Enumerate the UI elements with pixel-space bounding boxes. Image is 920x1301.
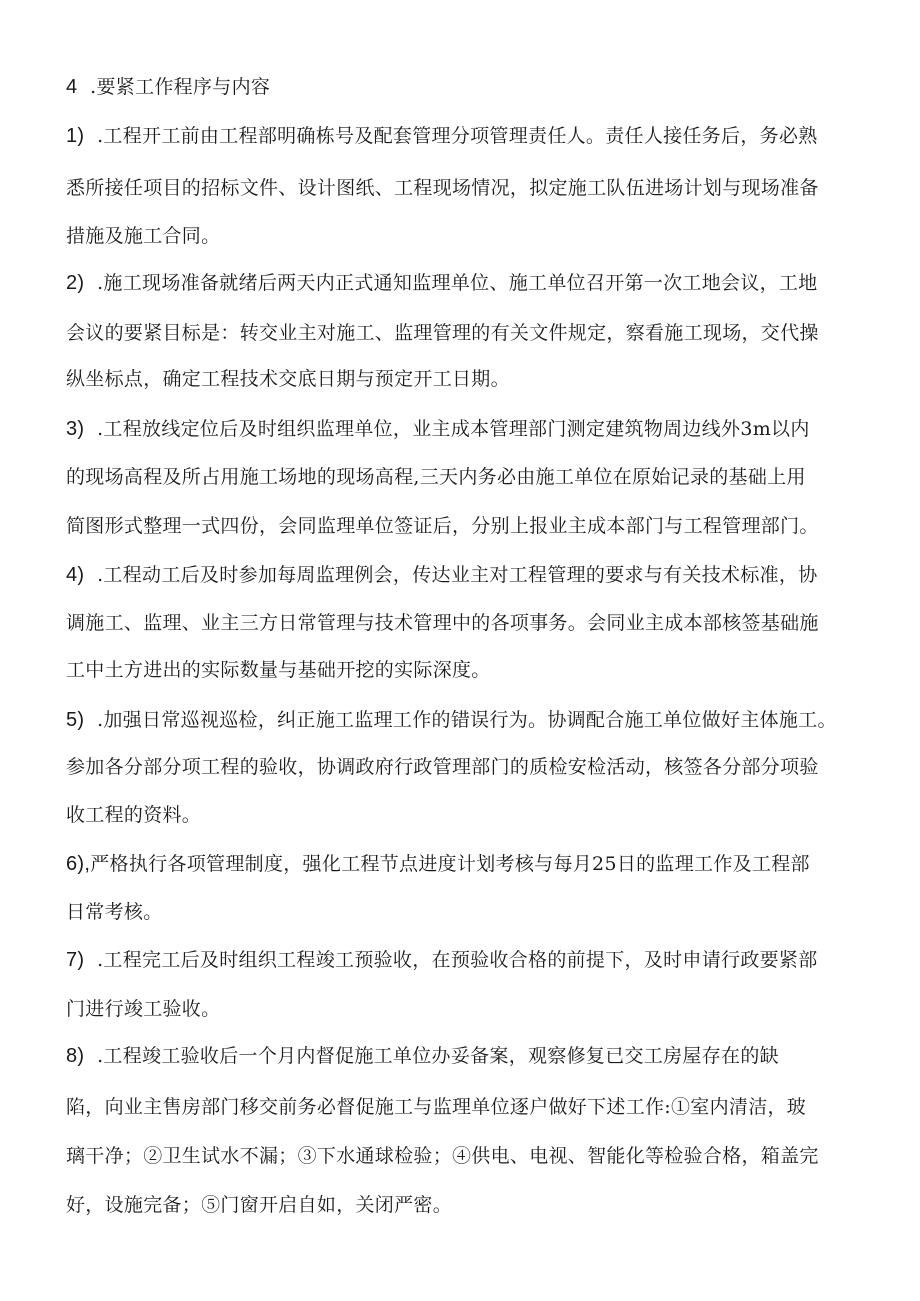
item-6-line-2: 日常考核。 xyxy=(66,901,163,923)
item-3-number: 3) xyxy=(66,418,85,440)
item-5-line-3: 收工程的资料。 xyxy=(66,804,202,826)
item-1-text: .工程开工前由工程部明确栋号及配套管理分项管理责任人。责任人接任务后，务必熟 xyxy=(97,125,818,147)
item-8-line-2: 陷，向业主售房部门移交前务必督促施工与监理单位逐户做好下述工作:①室内清洁，玻 xyxy=(66,1096,807,1118)
item-7-line-1 xyxy=(66,948,866,972)
item-7-text: .工程完工后及时组织工程竣工预验收，在预验收合格的前提下，及时申请行政要紧部 xyxy=(97,949,818,971)
item-2-line-3: 纵坐标点，确定工程技术交底日期与预定开工日期。 xyxy=(66,368,510,390)
item-8-line-4: 好，设施完备；⑤门窗开启自如，关闭严密。 xyxy=(66,1194,453,1216)
item-5-number: 5) xyxy=(66,709,85,731)
item-5-text: .加强日常巡视巡检，纠正施工监理工作的错误行为。协调配合施工单位做好主体施工。 xyxy=(97,709,837,731)
item-1-number: 1) xyxy=(66,125,85,147)
item-1-line-3: 措施及施工合同。 xyxy=(66,225,221,247)
item-4-text: .工程动工后及时参加每周监理例会，传达业主对工程管理的要求与有关技术标准，协 xyxy=(97,564,818,586)
item-8-text: .工程竣工验收后一个月内督促施工单位办妥备案，观察修复已交工房屋存在的缺 xyxy=(97,1045,779,1067)
item-2-line-2: 会议的要紧目标是：转交业主对施工、监理管理的有关文件规定，察看施工现场，交代操 xyxy=(66,322,819,344)
item-7-number: 7) xyxy=(66,949,85,971)
section-heading-text: .要紧工作程序与内容 xyxy=(90,76,271,98)
item-6-line-1 xyxy=(66,852,866,876)
item-8-line-1 xyxy=(66,1044,866,1068)
item-2-number: 2) xyxy=(66,272,85,294)
item-5-line-2: 参加各分部分项工程的验收，协调政府行政管理部门的质检安检活动，核签各分部分项验 xyxy=(66,756,819,778)
item-4-line-2: 调施工、监理、业主三方日常管理与技术管理中的各项事务。会同业主成本部核签基础施 xyxy=(66,612,819,634)
item-7-line-2: 门进行竣工验收。 xyxy=(66,998,221,1020)
item-3-line-3: 简图形式整理一式四份，会同监理单位签证后，分别上报业主成本部门与工程管理部门。 xyxy=(66,515,819,537)
item-6-text: 严格执行各项管理制度，强化工程节点进度计划考核与每月25日的监理工作及工程部 xyxy=(90,853,810,875)
item-2-text: .施工现场准备就绪后两天内正式通知监理单位、施工单位召开第一次工地会议，工地 xyxy=(97,272,818,294)
item-6-number: 6), xyxy=(66,853,91,875)
item-4-line-1 xyxy=(66,563,866,587)
item-8-number: 8) xyxy=(66,1045,85,1067)
item-3-line-1 xyxy=(66,417,866,441)
item-5-line-1 xyxy=(66,708,866,732)
item-8-line-3: 璃干净；②卫生试水不漏；③下水通球检验；④供电、电视、智能化等检验合格，箱盖完 xyxy=(66,1145,819,1167)
item-3-line-2: 的现场高程及所占用施工场地的现场高程,三天内务必由施工单位在原始记录的基础上用 xyxy=(66,466,806,488)
section-heading-number: 4 xyxy=(66,76,78,98)
item-1-line-2: 悉所接任项目的招标文件、设计图纸、工程现场情况，拟定施工队伍进场计划与现场准备 xyxy=(66,177,819,199)
item-3-text: .工程放线定位后及时组织监理单位，业主成本管理部门测定建筑物周边线外3m以内 xyxy=(97,418,810,440)
item-4-number: 4) xyxy=(66,564,85,586)
item-1-line-1 xyxy=(66,124,866,148)
item-4-line-3: 工中土方进出的实际数量与基础开挖的实际深度。 xyxy=(66,659,491,681)
section-heading xyxy=(66,75,866,99)
item-2-line-1 xyxy=(66,271,866,295)
